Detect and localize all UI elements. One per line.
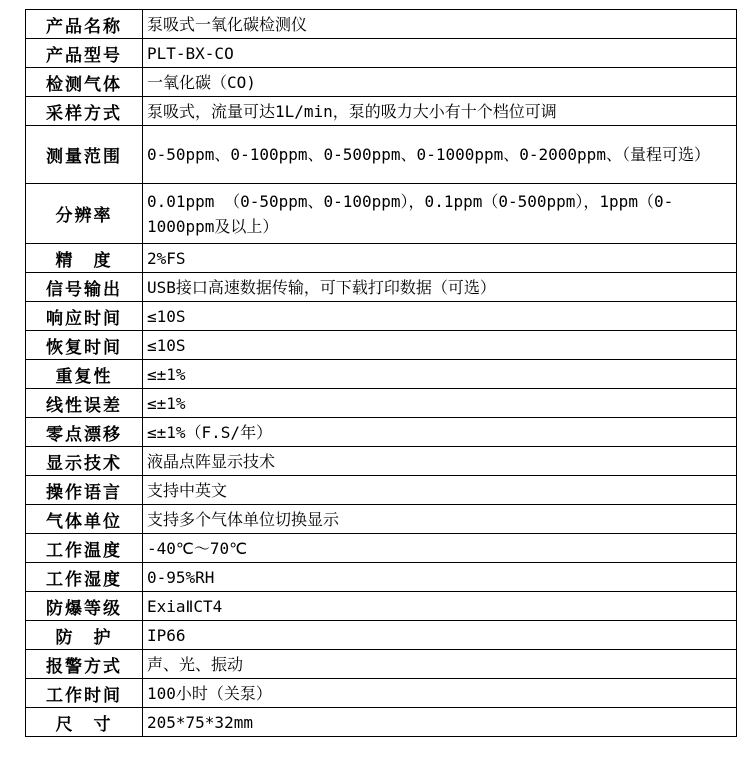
row-value: 泵吸式一氧化碳检测仪 <box>143 10 737 39</box>
row-label: 操作语言 <box>26 476 143 505</box>
table-row <box>26 418 737 447</box>
row-label: 产品型号 <box>26 39 143 68</box>
table-row <box>26 244 737 273</box>
row-label: 响应时间 <box>26 302 143 331</box>
row-value: ≤10S <box>143 331 737 360</box>
table-row <box>26 679 737 708</box>
row-value: 100小时（关泵） <box>143 679 737 708</box>
table-row <box>26 534 737 563</box>
row-label: 测量范围 <box>26 126 143 184</box>
row-label: 产品名称 <box>26 10 143 39</box>
table-row <box>26 476 737 505</box>
row-value: USB接口高速数据传输，可下载打印数据（可选） <box>143 273 737 302</box>
row-value: 0-50ppm、0-100ppm、0-500ppm、0-1000ppm、0-2000ppm、（量程可选） <box>143 126 737 184</box>
table-row <box>26 360 737 389</box>
table-row <box>26 447 737 476</box>
table-row <box>26 563 737 592</box>
row-label: 分辨率 <box>26 184 143 244</box>
row-label: 气体单位 <box>26 505 143 534</box>
row-value: PLT-BX-CO <box>143 39 737 68</box>
row-label: 重复性 <box>26 360 143 389</box>
row-value: 一氧化碳（CO) <box>143 68 737 97</box>
row-value: ≤±1% <box>143 389 737 418</box>
row-value: 2%FS <box>143 244 737 273</box>
table-row <box>26 592 737 621</box>
row-label: 恢复时间 <box>26 331 143 360</box>
table-row <box>26 126 737 184</box>
table-row <box>26 10 737 39</box>
row-label: 工作时间 <box>26 679 143 708</box>
row-label: 工作温度 <box>26 534 143 563</box>
row-label: 报警方式 <box>26 650 143 679</box>
table-row <box>26 184 737 244</box>
table-row <box>26 650 737 679</box>
row-label: 防 护 <box>26 621 143 650</box>
row-label: 工作湿度 <box>26 563 143 592</box>
row-label: 信号输出 <box>26 273 143 302</box>
table-row <box>26 505 737 534</box>
table-row <box>26 708 737 737</box>
spec-table <box>25 9 737 737</box>
table-row <box>26 39 737 68</box>
row-label: 防爆等级 <box>26 592 143 621</box>
table-row <box>26 302 737 331</box>
row-label: 采样方式 <box>26 97 143 126</box>
row-value: -40℃～70℃ <box>143 534 737 563</box>
row-label: 检测气体 <box>26 68 143 97</box>
row-value: 支持中英文 <box>143 476 737 505</box>
table-row <box>26 621 737 650</box>
row-value: ≤±1% <box>143 360 737 389</box>
row-value: ExiaⅡCT4 <box>143 592 737 621</box>
row-value: ≤10S <box>143 302 737 331</box>
row-value: IP66 <box>143 621 737 650</box>
row-value: 泵吸式，流量可达1L/min，泵的吸力大小有十个档位可调 <box>143 97 737 126</box>
row-value: 205*75*32mm <box>143 708 737 737</box>
row-value: 支持多个气体单位切换显示 <box>143 505 737 534</box>
row-label: 显示技术 <box>26 447 143 476</box>
table-row <box>26 97 737 126</box>
row-label: 线性误差 <box>26 389 143 418</box>
row-label: 精 度 <box>26 244 143 273</box>
row-label: 零点漂移 <box>26 418 143 447</box>
row-label: 尺 寸 <box>26 708 143 737</box>
row-value: ≤±1%（F.S/年） <box>143 418 737 447</box>
row-value: 液晶点阵显示技术 <box>143 447 737 476</box>
row-value: 0-95%RH <box>143 563 737 592</box>
table-row <box>26 68 737 97</box>
table-row <box>26 331 737 360</box>
row-value: 声、光、振动 <box>143 650 737 679</box>
table-row <box>26 389 737 418</box>
row-value: 0.01ppm （0-50ppm、0-100ppm），0.1ppm（0-500ppm），1ppm（0-1000ppm及以上） <box>143 184 737 244</box>
table-row <box>26 273 737 302</box>
